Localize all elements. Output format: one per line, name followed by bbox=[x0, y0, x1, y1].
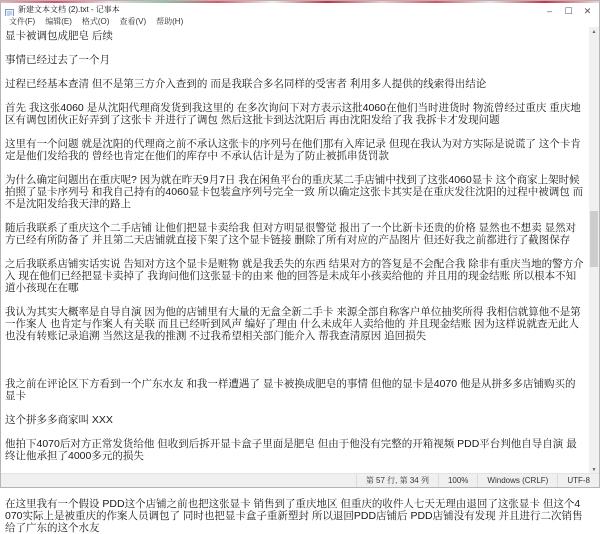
menu-view[interactable]: 查看(V) bbox=[119, 17, 147, 26]
paragraph: 在这里我有一个假设 PDD这个店铺之前也把这张显卡 销售到了重庆地区 但重庆的收件人七天无理由退回了这张显卡 但这个4070实际上是被重庆的作案人员调包了 同时也把显卡盒子重新塑封 所以退回PDD店铺后 PDD店铺没有发现 并且进行二次销售给了广东的这个水友 bbox=[5, 498, 583, 534]
paragraph: 我认为其实大概率是自导自演 因为他的店铺里有大量的无盒全新二手卡 来源全部自称客户单位抽奖所得 我相信就算他不是第一作案人 也肯定与作案人有关联 而且已经听到风声 编好了理由 什么未成年人卖给他的 并且现金结账 因为这样说就查无此人 也没有转账记录追溯 当然这是我的推测 不过我希望相关部门能介入 帮我查清原因 追回损失 bbox=[5, 306, 581, 342]
paragraph: 我之前在评论区下方看到一个广东水友 和我一样遭遇了 显卡被换成肥皂的事情 但他的显卡是4070 他是从拼多多店铺购买的显卡 bbox=[5, 378, 576, 402]
scrollbar-thumb[interactable] bbox=[590, 211, 598, 267]
maximize-button[interactable]: ☐ bbox=[564, 6, 573, 16]
vertical-scrollbar[interactable] bbox=[589, 27, 599, 475]
paragraph: 显卡被调包成肥皂 后续 bbox=[5, 30, 113, 42]
paragraph: 为什么确定问题出在重庆呢? 因为就在昨天9月7日 我在闲鱼平台的重庆某二手店铺中找到了这张4060显卡 这个商家上架时候拍照了显卡序列号 和我自己持有的4060显卡包装盒序列号完全一致 所以确定这张卡其实是在重庆发往沈阳的过程中被调包 而不是沈阳发给我天津的路上 bbox=[5, 174, 584, 210]
paragraph: 这个拼多多商家叫 XXX bbox=[5, 414, 113, 426]
paragraph: 过程已经基本查清 但不是第三方介入查到的 而是我联合多名同样的受害者 利用多人提供的线索得出结论 bbox=[5, 78, 487, 90]
minimize-button[interactable]: – bbox=[546, 6, 552, 16]
paragraph: 之后我联系店铺实话实说 告知对方这个显卡是赃物 就是我丢失的东西 结果对方的答复是不会配合我 除非有重庆当地的警方介入 现在他们已经把显卡卖掉了 我询问他们这张显卡的由来 他的回答是未成年小孩卖给他的 并且用的现金结账 所以根本不知道小孩现在在哪 bbox=[5, 258, 584, 294]
window-title: 新建文本文档 (2).txt - 记事本 bbox=[18, 5, 120, 14]
notepad-icon bbox=[5, 5, 14, 14]
paragraph: 这里有一个问题 就是沈阳的代理商之前不承认这张卡的序列号在他们那有入库记录 但现在我认为对方实际是说谎了 这个卡肯定是他们发给我的 曾经也肯定在他们的库存中 不承认估计是为了防止被抓串货罚款 bbox=[5, 138, 581, 162]
paragraph: 事情已经过去了一个月 bbox=[5, 54, 110, 66]
statusbar bbox=[1, 473, 599, 487]
scroll-up-icon[interactable]: ▲ bbox=[591, 29, 597, 35]
encoding: UTF-8 bbox=[557, 474, 599, 487]
scroll-down-icon[interactable]: ▼ bbox=[591, 467, 597, 473]
menu-help[interactable]: 帮助(H) bbox=[156, 17, 184, 26]
statusbar-spacer bbox=[1, 474, 356, 487]
editor-text bbox=[5, 30, 585, 534]
titlebar[interactable] bbox=[1, 3, 599, 16]
menu-edit[interactable]: 编辑(E) bbox=[45, 17, 72, 26]
close-button[interactable]: ✕ bbox=[583, 6, 592, 16]
menubar bbox=[1, 16, 599, 27]
menu-file[interactable]: 文件(F) bbox=[9, 17, 36, 26]
zoom-level: 100% bbox=[438, 474, 477, 487]
paragraph: 他拍下4070后对方正常发货给他 但收到后拆开显卡盒子里面是肥皂 但由于他没有完整的开箱视频 PDD平台判他自导自演 最终让他承担了4000多元的损失 bbox=[5, 438, 577, 462]
cursor-position: 第 57 行, 第 34 列 bbox=[356, 474, 438, 487]
blank-line bbox=[5, 354, 585, 366]
paragraph: 首先 我这张4060 是从沈阳代理商发货到我这里的 在多次询问下对方表示这批4060在他们当时进货时 物流曾经过重庆 重庆地区有调包团伙正好弄到了这张卡 并进行了调包 然后这批卡到达沈阳后 再由沈阳发给了我 我拆卡才发现问题 bbox=[5, 102, 581, 126]
menu-format[interactable]: 格式(O) bbox=[81, 17, 110, 26]
line-ending: Windows (CRLF) bbox=[477, 474, 557, 487]
paragraph: 随后我联系了重庆这个二手店铺 让他们把显卡卖给我 但对方明显很警觉 报出了一个比新卡还贵的价格 显然也不想卖 显然对方已经有所防备了 并且第二天店铺就直接下架了这个显卡链接 删除了所有对应的产品图片 但还好我之前都进行了截图保存 bbox=[5, 222, 577, 246]
